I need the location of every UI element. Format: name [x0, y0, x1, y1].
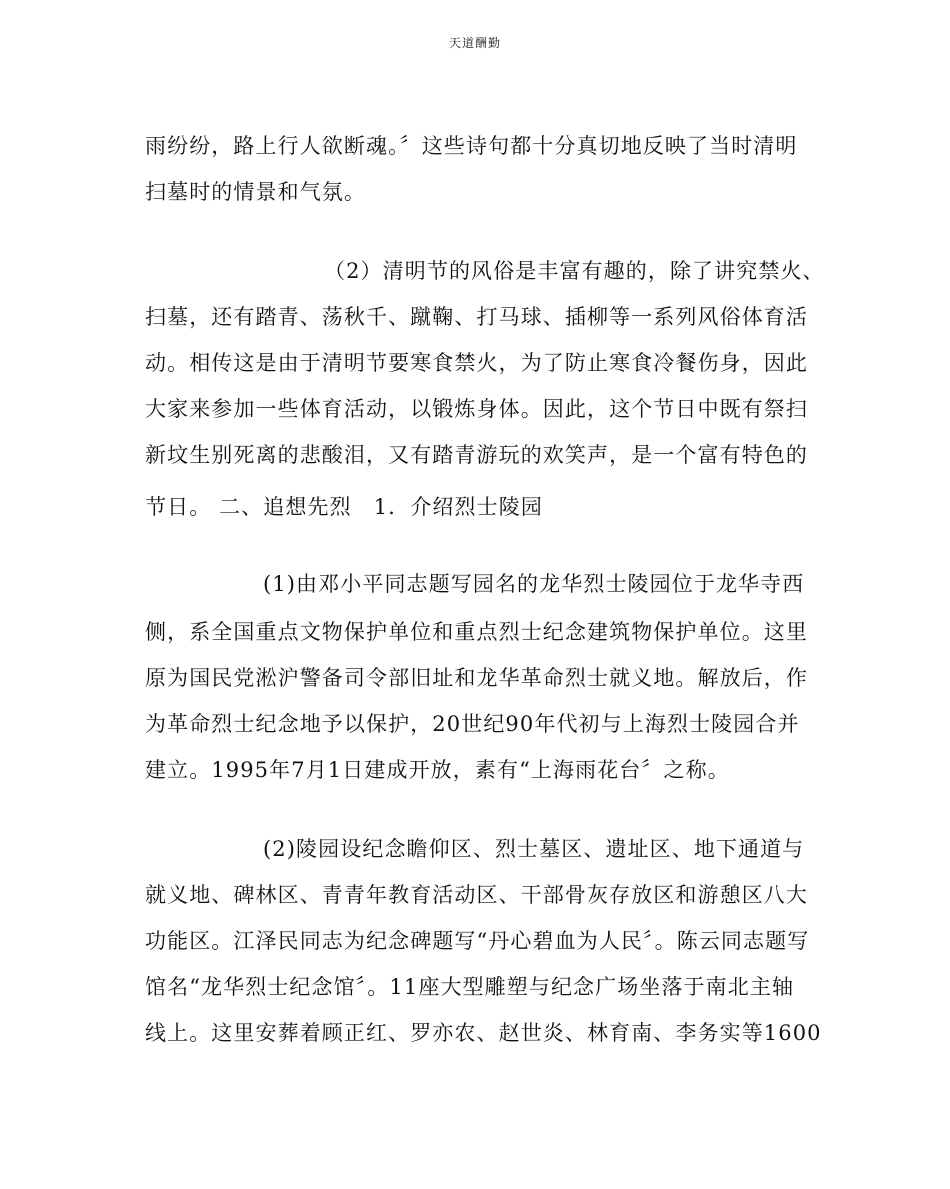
- body-text-line: 功能区。江泽民同志为纪念碑题写“丹心碧血为人民〞。陈云同志题写: [145, 929, 810, 953]
- paragraph-first-line: (1)由邓小平同志题写园名的龙华烈士陵园位于龙华寺西: [263, 572, 805, 596]
- body-text-line: 线上。这里安葬着顾正红、罗亦农、赵世炎、林育南、李务实等1600: [145, 1021, 822, 1045]
- body-text-line: 新坟生别死离的悲酸泪，又有踏青游玩的欢笑声，是一个富有特色的: [145, 443, 808, 467]
- body-text-line: 动。相传这是由于清明节要寒食禁火，为了防止寒食冷餐伤身，因此: [145, 351, 808, 375]
- body-text-line: 为革命烈士纪念地予以保护，20世纪90年代初与上海烈士陵园合并: [145, 712, 800, 736]
- section-heading-line: 节日。 二、追想先烈 1．介绍烈士陵园: [145, 495, 543, 519]
- body-text-line: 大家来参加一些体育活动，以锻炼身体。因此，这个节日中既有祭扫: [145, 397, 808, 421]
- page-header: 天道酬勤: [448, 36, 501, 50]
- body-text-line: 馆名“龙华烈士纪念馆〞。11座大型雕塑与纪念广场坐落于南北主轴: [145, 975, 795, 999]
- body-text-line: 建立。1995年7月1日建成开放，素有“上海雨花台〞之称。: [145, 758, 730, 782]
- body-text-line: 雨纷纷，路上行人欲断魂。〞这些诗句都十分真切地反映了当时清明: [145, 134, 798, 158]
- body-text-line: 侧，系全国重点文物保护单位和重点烈士纪念建筑物保护单位。这里: [145, 620, 808, 644]
- paragraph-first-line: (2)陵园设纪念瞻仰区、烈士墓区、遗址区、地下通道与: [263, 837, 805, 861]
- paragraph-first-line: （2）清明节的风俗是丰富有趣的，除了讲究禁火、: [324, 259, 825, 283]
- body-text-line: 就义地、碑林区、青青年教育活动区、干部骨灰存放区和游憩区八大: [145, 883, 808, 907]
- body-text-line: 原为国民党淞沪警备司令部旧址和龙华革命烈士就义地。解放后，作: [145, 666, 808, 690]
- body-text-line: 扫墓，还有踏青、荡秋千、蹴鞠、打马球、插柳等一系列风俗体育活: [145, 305, 808, 329]
- body-text-line: 扫墓时的情景和气氛。: [145, 180, 366, 204]
